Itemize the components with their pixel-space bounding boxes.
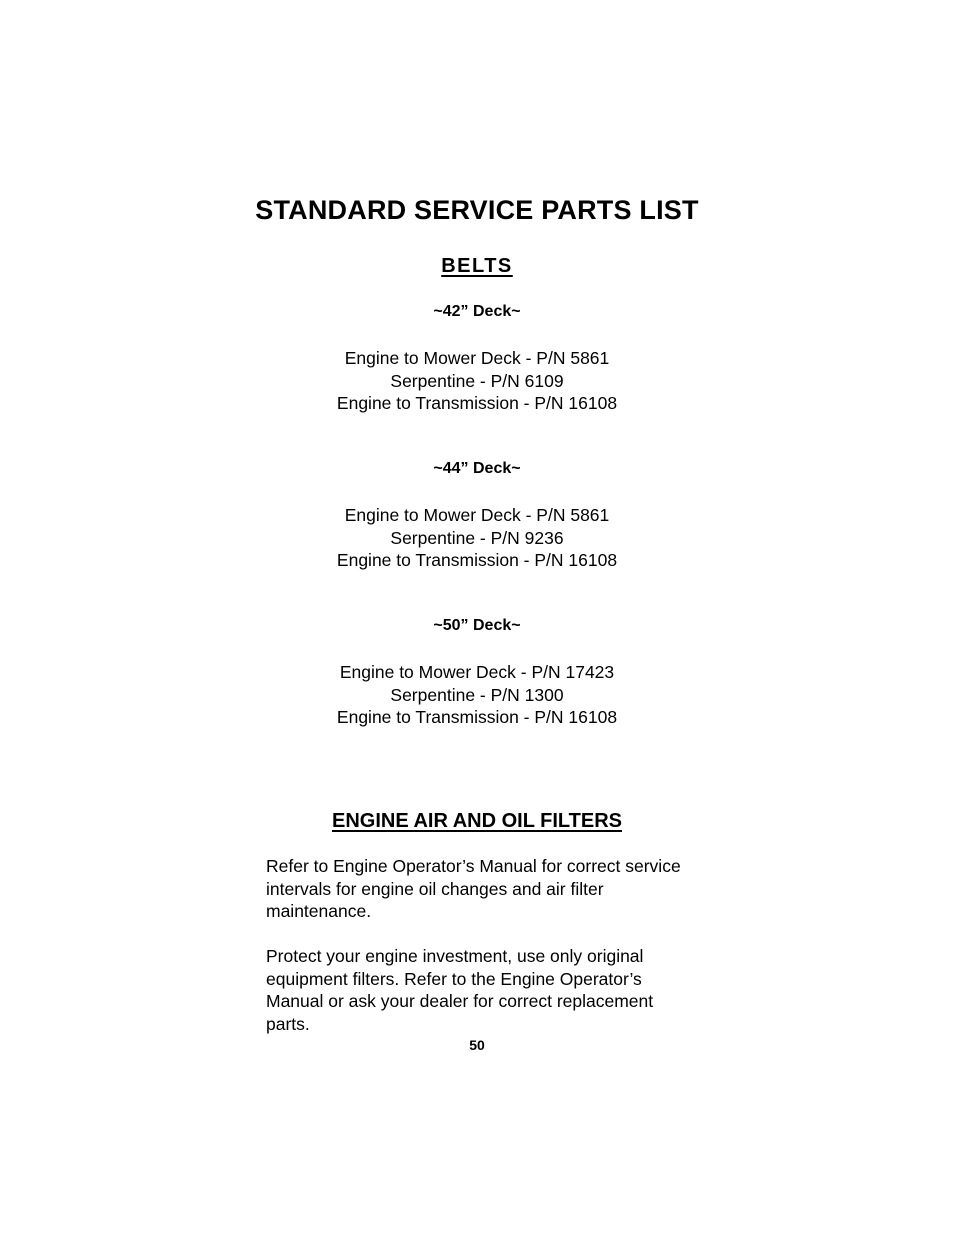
belts-heading-text: BELTS xyxy=(441,255,513,277)
filters-paragraph: Protect your engine investment, use only original equipment filters. Refer to the Engine Operator’s Manual or ask your dealer for correct replacement parts. xyxy=(266,946,654,1034)
deck-title: ~44” Deck~ xyxy=(433,460,521,477)
deck-50-section xyxy=(0,616,954,729)
belt-item: Engine to Mower Deck - P/N 5861 xyxy=(344,505,610,525)
page-number: 50 xyxy=(469,1037,485,1053)
belt-item: Engine to Transmission - P/N 16108 xyxy=(336,393,618,413)
deck-42-section xyxy=(0,302,954,415)
deck-44-section xyxy=(0,459,954,572)
belt-item: Engine to Mower Deck - P/N 5861 xyxy=(344,348,610,368)
belt-item: Engine to Transmission - P/N 16108 xyxy=(336,550,618,570)
belt-item: Serpentine - P/N 9236 xyxy=(390,527,564,548)
filters-heading-text: ENGINE AIR AND OIL FILTERS xyxy=(331,810,622,832)
deck-title: ~50” Deck~ xyxy=(433,617,521,634)
page-title: STANDARD SERVICE PARTS LIST xyxy=(255,195,699,225)
filters-heading xyxy=(0,809,954,833)
belt-item: Serpentine - P/N 1300 xyxy=(390,684,564,705)
belt-item: Engine to Transmission - P/N 16108 xyxy=(336,707,618,727)
belt-item: Engine to Mower Deck - P/N 17423 xyxy=(339,662,615,682)
filters-paragraph: Refer to Engine Operator’s Manual for correct service intervals for engine oil changes and air filter maintenance. xyxy=(266,856,681,921)
deck-title: ~42” Deck~ xyxy=(433,303,521,320)
belts-heading xyxy=(0,254,954,278)
belt-item: Serpentine - P/N 6109 xyxy=(390,370,564,391)
